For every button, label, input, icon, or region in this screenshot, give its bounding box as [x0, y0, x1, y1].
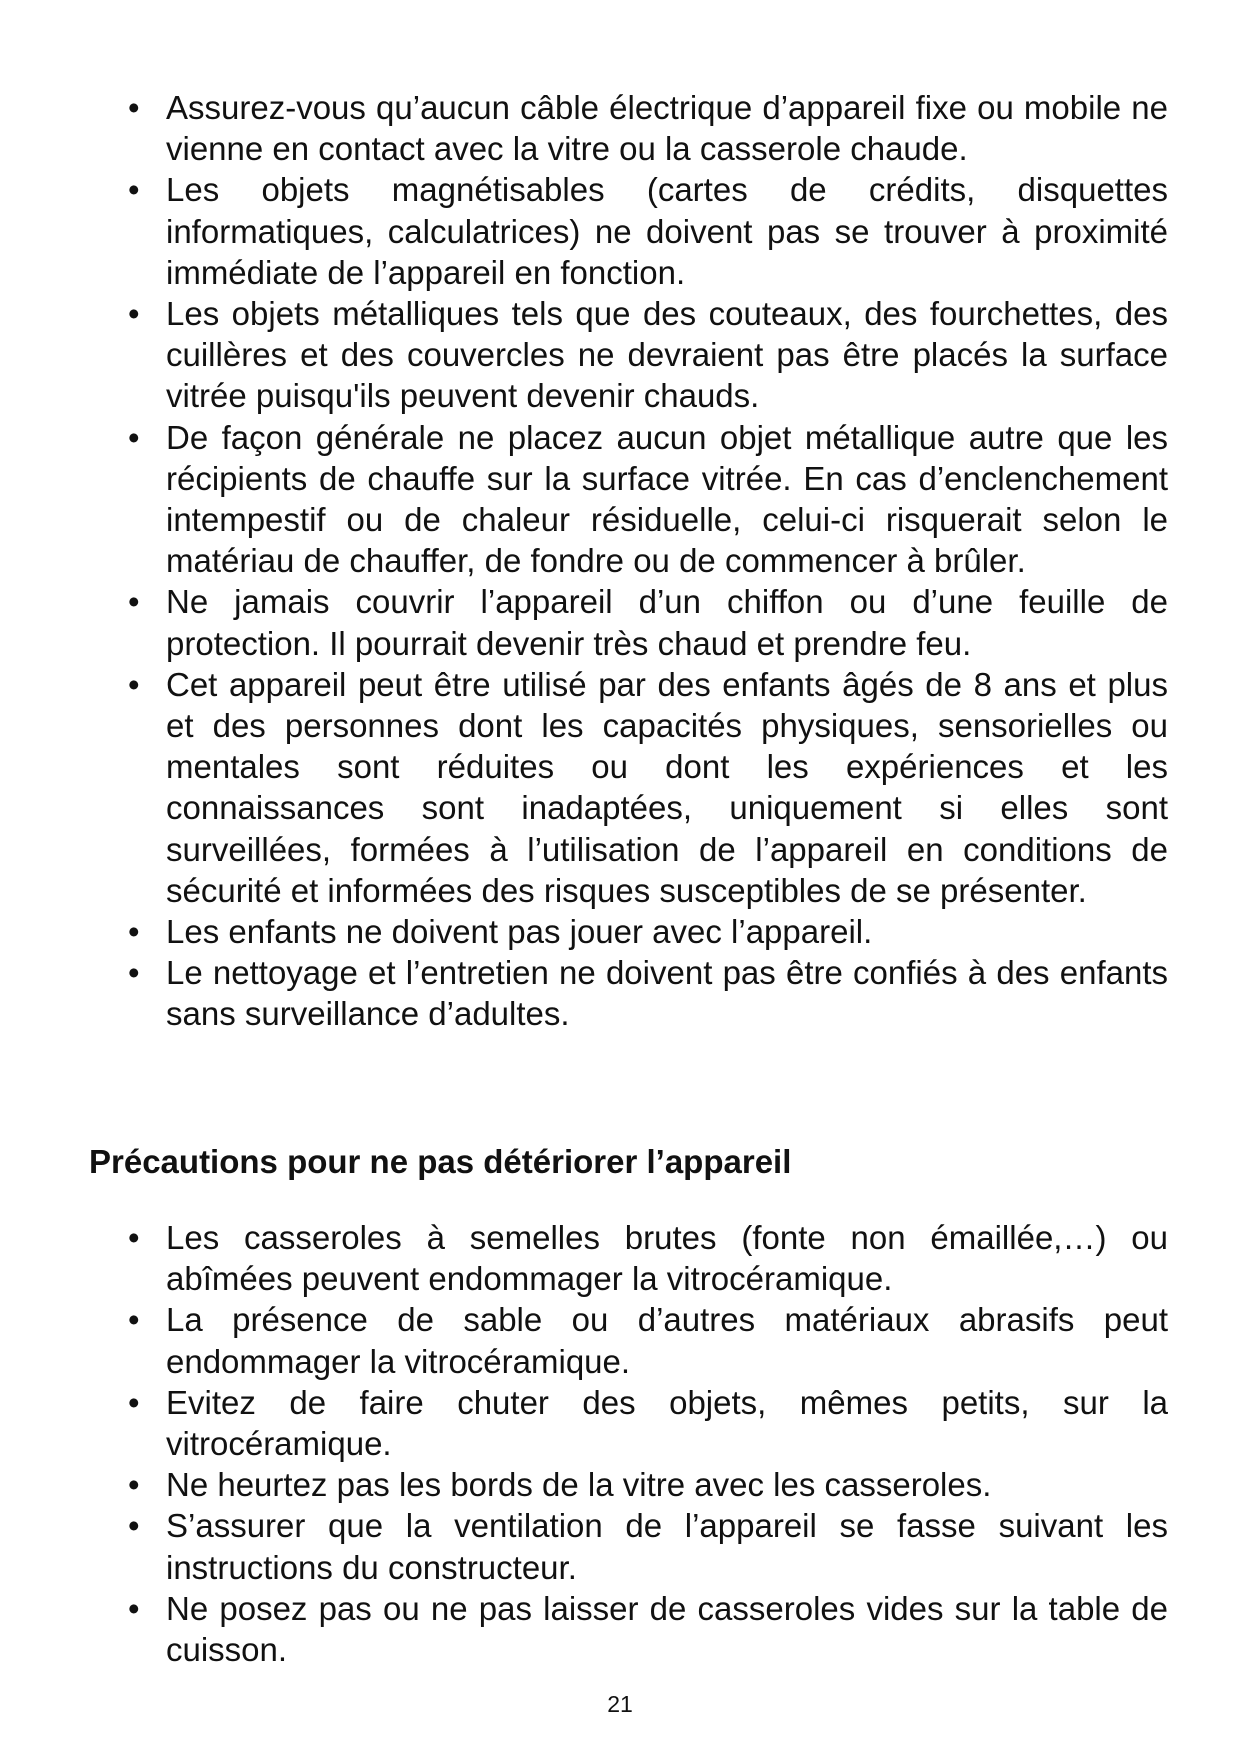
list-item-text: Les casseroles à semelles brutes (fonte non émaillée,…) ou abîmées peuvent endommager la vitrocéramique. [166, 1219, 1168, 1298]
list-item-text: Les objets métalliques tels que des couteaux, des fourchettes, des cuillères et des couvercles ne devraient pas être placés la surface vitrée puisqu'ils peuvent devenir chauds. [166, 295, 1168, 415]
list-item [124, 911, 1168, 952]
section-heading: Précautions pour ne pas détériorer l’appareil [89, 1143, 792, 1180]
bullet-icon: • [128, 1507, 140, 1545]
list-item [124, 581, 1168, 663]
bullet-icon: • [128, 1301, 140, 1339]
list-item [124, 952, 1168, 1034]
list-item-text: Cet appareil peut être utilisé par des enfants âgés de 8 ans et plus et des personnes dont les capacités physiques, sensorielles ou mentales sont réduites ou dont les expériences et les connaissances sont inadaptées, uniquement si elles sont surveillées, formées à l’utilisation de l’appareil en conditions de sécurité et informées des risques susceptibles de se présenter. [166, 665, 1168, 909]
list-item-text: Les objets magnétisables (cartes de crédits, disquettes informatiques, calculatrices) ne doivent pas se trouver à proximité immédiate de l’appareil en fonction. [166, 171, 1168, 291]
list-item [124, 417, 1168, 582]
bullet-icon: • [128, 171, 140, 209]
list-item [124, 1217, 1168, 1299]
list-item-text: De façon générale ne placez aucun objet métallique autre que les récipients de chauffe sur la surface vitrée. En cas d’enclenchement intempestif ou de chaleur résiduelle, celui-ci risquerait selon le matériau de chauffer, de fondre ou de commencer à brûler. [166, 418, 1168, 580]
list-item [124, 1505, 1168, 1587]
list-item [124, 664, 1168, 911]
bullet-icon: • [128, 1466, 140, 1504]
page-number: 21 [607, 1691, 633, 1717]
list-item-text: Assurez-vous qu’aucun câble électrique d’appareil fixe ou mobile ne vienne en contact avec la vitre ou la casserole chaude. [166, 89, 1168, 168]
list-item-text: Le nettoyage et l’entretien ne doivent pas être confiés à des enfants sans surveillance d’adultes. [166, 954, 1168, 1033]
list-item-text: S’assurer que la ventilation de l’appareil se fasse suivant les instructions du constructeur. [166, 1507, 1168, 1586]
bullet-icon: • [128, 913, 140, 951]
bullet-icon: • [128, 583, 140, 621]
list-item [124, 1588, 1168, 1670]
list-item [124, 1464, 1168, 1505]
list-item [124, 293, 1168, 417]
list-item-text: Ne posez pas ou ne pas laisser de casseroles vides sur la table de cuisson. [166, 1589, 1168, 1669]
list-item-text: La présence de sable ou d’autres matériaux abrasifs peut endommager la vitrocéramique. [166, 1301, 1168, 1380]
bullet-icon: • [128, 954, 140, 992]
bullet-icon: • [128, 1219, 140, 1256]
list-item-text: Ne jamais couvrir l’appareil d’un chiffon ou d’une feuille de protection. Il pourrait devenir très chaud et prendre feu. [166, 583, 1168, 662]
bullet-icon: • [128, 418, 140, 456]
list-item-text: Les enfants ne doivent pas jouer avec l’appareil. [166, 913, 873, 951]
list-item [124, 87, 1168, 169]
bullet-icon: • [128, 1589, 140, 1627]
bullet-icon: • [128, 295, 140, 333]
list-item [124, 1299, 1168, 1381]
safety-bullet-list [124, 87, 1168, 1035]
list-item-text: Evitez de faire chuter des objets, mêmes petits, sur la vitrocéramique. [166, 1383, 1168, 1463]
bullet-icon: • [128, 89, 140, 126]
list-item [124, 169, 1168, 293]
list-item-text: Ne heurtez pas les bords de la vitre avec les casseroles. [166, 1466, 992, 1504]
bullet-icon: • [128, 1383, 140, 1421]
precautions-bullet-list [124, 1217, 1168, 1670]
bullet-icon: • [128, 665, 140, 703]
list-item [124, 1382, 1168, 1464]
